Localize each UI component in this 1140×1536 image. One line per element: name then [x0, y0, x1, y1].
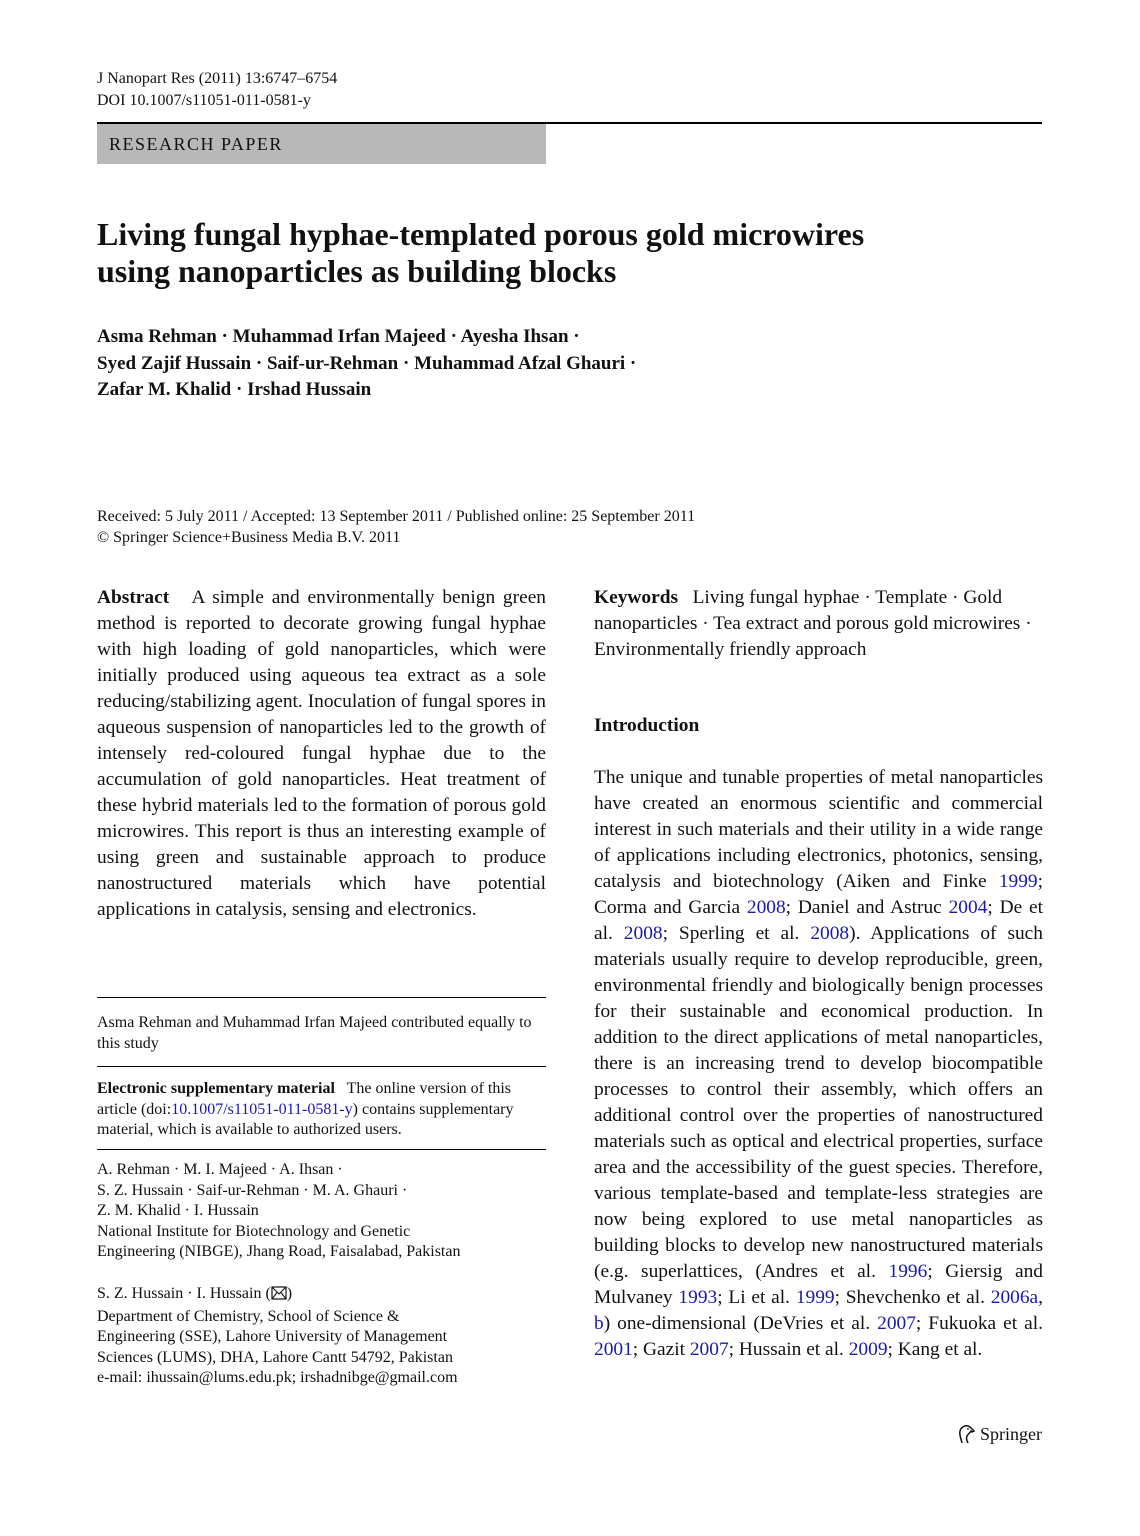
article-type-banner: RESEARCH PAPER — [97, 124, 546, 164]
ref-link[interactable]: 2008 — [810, 923, 850, 944]
intro-text: ; Li et al. — [717, 1287, 796, 1308]
ref-link[interactable]: 1996 — [888, 1261, 928, 1282]
journal-header — [97, 68, 337, 112]
author-list — [97, 324, 897, 404]
footnote-rule — [97, 997, 546, 998]
keywords-text: Living fungal hyphae · Template · Gold nanoparticles · Tea extract and porous gold microwires · Environmentally friendly approach — [594, 587, 1032, 660]
abstract-label: Abstract — [97, 587, 170, 608]
intro-text: ) one-dimensional (DeVries et al. — [603, 1313, 878, 1334]
contribution-note: Asma Rehman and Muhammad Irfan Majeed contributed equally to this study — [97, 1014, 532, 1052]
esm-text-end: ) contains supplementary material, which is available to authorized users. — [97, 1100, 514, 1138]
abstract-text: A simple and environmentally benign green method is reported to decorate growing fungal hyphae with high loading of gold nanoparticles, which were initially produced using aqueous tea extract as a sole reducing/stabilizing agent. Inoculation of fungal spores in aqueous suspension of nanoparticles led to the growth of intensely red-coloured fungal hyphae due to the accumulation of gold nanoparticles. Heat treatment of these hybrid materials led to the formation of porous gold microwires. This report is thus an interesting example of using green and sustainable approach to produce nanostructured materials which have potential applications in catalysis, sensing and electronics. — [97, 587, 546, 920]
publisher-name: Springer — [980, 1423, 1042, 1444]
esm-label: Electronic supplementary material — [97, 1080, 335, 1097]
intro-text: ; Corma and Garcia — [594, 871, 1043, 918]
intro-text: The unique and tunable properties of metal nanoparticles have created an enormous scientific and commercial interest in such materials and their utility in a wide range of applications including electronics, photonics, sensing, catalysis and biotechnology (Aiken and Finke — [594, 767, 1043, 892]
aff2-address: Engineering (SSE), Lahore University of Management — [97, 1328, 448, 1345]
intro-text: ). Applications of such materials usually require to develop reproducible, green, environmental friendly and biologically benign processes for their sustainable and economical production. In addition to the direct applications of metal nanoparticles, there is an increasing trend to develop biocompatible processes to control their assembly, which offers an additional control over the properties of nanostructured materials such as optical and electrical properties, surface area and the accessibility of the guest species. Therefore, various template-based and template-less strategies are now being explored to use metal nanoparticles as building blocks to develop new nanostructured materials (e.g. superlattices, (Andres et al. — [594, 923, 1043, 1282]
authors-line-1: Asma Rehman · Muhammad Irfan Majeed · Ayesha Ihsan · — [97, 326, 580, 347]
ref-link[interactable]: 1993 — [678, 1287, 718, 1308]
introduction-heading: Introduction — [594, 715, 700, 736]
aff1-institution: Engineering (NIBGE), Jhang Road, Faisalabad, Pakistan — [97, 1243, 461, 1260]
ref-link[interactable]: 1999 — [795, 1287, 835, 1308]
abstract — [97, 585, 546, 923]
intro-text: ; Kang et al. — [887, 1339, 983, 1360]
article-title — [97, 216, 997, 290]
ref-link[interactable]: 2007 — [689, 1339, 729, 1360]
aff2-names-end: ) — [286, 1285, 293, 1302]
authors-line-2: Syed Zajif Hussain · Saif-ur-Rehman · Muhammad Afzal Ghauri · — [97, 352, 637, 374]
aff2-address: Department of Chemistry, School of Science & — [97, 1307, 400, 1325]
ref-link[interactable]: 2007 — [877, 1313, 916, 1334]
aff2-address: Sciences (LUMS), DHA, Lahore Cantt 54792, Pakistan — [97, 1348, 453, 1366]
intro-text: ; Gazit — [632, 1339, 690, 1360]
ref-link[interactable]: 2008 — [746, 897, 786, 918]
affiliation-1 — [97, 1160, 546, 1263]
ref-link[interactable]: 2008 — [623, 923, 663, 944]
ref-link[interactable]: 2009 — [848, 1339, 888, 1360]
esm-doi-link[interactable]: 10.1007/s11051-011-0581-y — [171, 1100, 353, 1118]
esm-note — [97, 1079, 546, 1141]
ref-link[interactable]: b — [594, 1313, 604, 1334]
esm-text: The online version of this article (doi: — [97, 1080, 512, 1118]
intro-text: ; Sperling et al. — [662, 923, 811, 944]
aff1-names: S. Z. Hussain · Saif-ur-Rehman · M. A. Ghauri · — [97, 1181, 408, 1199]
keywords — [594, 585, 1043, 663]
springer-horse-icon — [956, 1423, 976, 1445]
article-dates — [97, 506, 695, 548]
aff2-email: e-mail: ihussain@lums.edu.pk; irshadnibge@gmail.com — [97, 1369, 458, 1386]
publisher-logo — [956, 1423, 1042, 1445]
journal-citation: J Nanopart Res (2011) 13:6747–6754 — [97, 70, 338, 87]
footnote-rule — [97, 1066, 546, 1067]
copyright-line: © Springer Science+Business Media B.V. 2011 — [97, 529, 401, 546]
ref-link[interactable]: 1999 — [998, 871, 1038, 892]
affiliation-2 — [97, 1284, 546, 1389]
footnote-rule — [97, 1149, 546, 1150]
aff2-names: S. Z. Hussain · I. Hussain ( — [97, 1285, 271, 1302]
intro-text: ; Shevchenko et al. — [834, 1287, 991, 1308]
envelope-icon — [271, 1286, 287, 1307]
intro-text: ; Giersig and Mulvaney — [594, 1261, 1043, 1308]
ref-link[interactable]: 2001 — [594, 1339, 633, 1360]
aff1-names: Z. M. Khalid · I. Hussain — [97, 1202, 259, 1219]
intro-text: ; Hussain et al. — [728, 1339, 849, 1360]
ref-link[interactable]: 2004 — [948, 897, 988, 918]
journal-doi: DOI 10.1007/s11051-011-0581-y — [97, 92, 311, 109]
history-dates: Received: 5 July 2011 / Accepted: 13 September 2011 / Published online: 25 September 2011 — [97, 508, 696, 525]
intro-text: ; Fukuoka et al. — [915, 1313, 1043, 1334]
introduction-body — [594, 765, 1043, 1363]
ref-link[interactable]: 2006a — [990, 1287, 1039, 1308]
aff1-names: A. Rehman · M. I. Majeed · A. Ihsan · — [97, 1161, 343, 1178]
intro-text: ; De et al. — [594, 897, 1044, 944]
intro-text: , — [1038, 1287, 1043, 1308]
aff1-institution: National Institute for Biotechnology and Genetic — [97, 1222, 411, 1240]
title-line-1: Living fungal hyphae-templated porous gold microwires — [97, 216, 865, 252]
aff2-names-line — [97, 1284, 546, 1307]
intro-text: ; Daniel and Astruc — [785, 897, 949, 918]
keywords-label: Keywords — [594, 587, 679, 608]
authors-line-3: Zafar M. Khalid · Irshad Hussain — [97, 379, 372, 400]
title-line-2: using nanoparticles as building blocks — [97, 253, 617, 289]
